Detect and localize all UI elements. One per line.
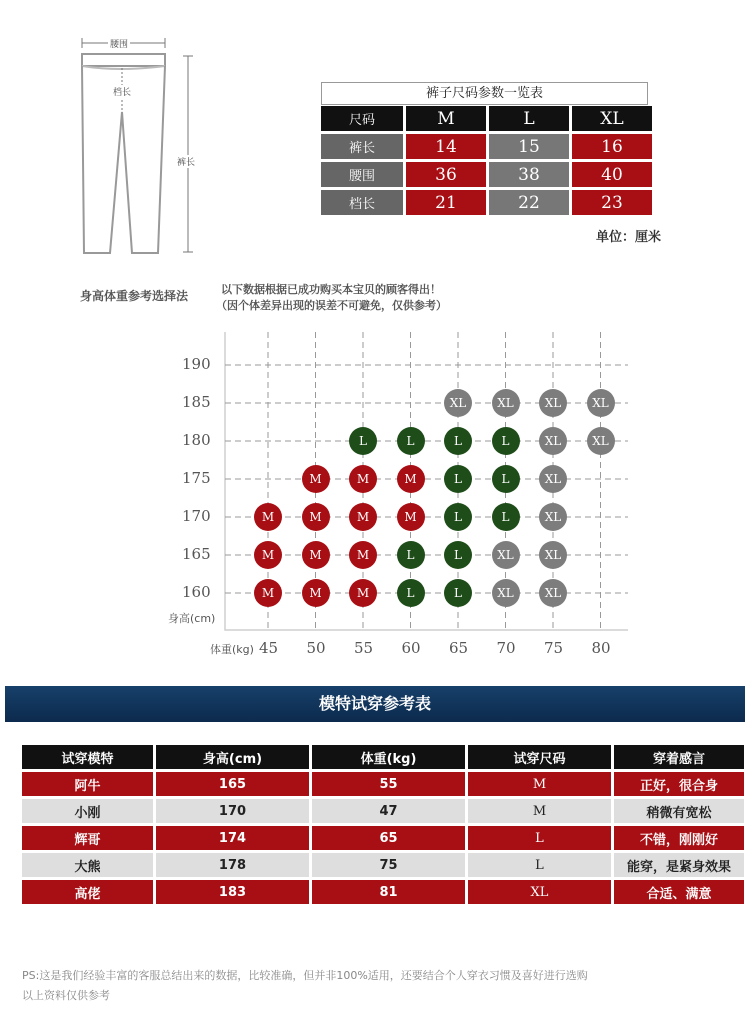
x-tick-label: 65 xyxy=(449,639,469,657)
size-point-l: L xyxy=(492,503,520,531)
size-value: 14 xyxy=(406,134,486,159)
size-point-l: L xyxy=(492,465,520,493)
y-tick-label: 165 xyxy=(182,545,211,563)
model-comment: 稍微有宽松 xyxy=(614,799,744,823)
size-point-m: M xyxy=(302,503,330,531)
model-comment: 合适、满意 xyxy=(614,880,744,904)
size-value: 15 xyxy=(489,134,569,159)
unit-label: 单位：厘米 xyxy=(596,230,662,245)
model-row xyxy=(22,826,744,850)
rise-label: 档长 xyxy=(111,85,133,98)
model-row xyxy=(22,799,744,823)
model-name: 小刚 xyxy=(22,799,153,823)
size-value: 38 xyxy=(489,162,569,187)
model-size: M xyxy=(468,772,611,796)
model-weight: 65 xyxy=(312,826,465,850)
size-point-xl: XL xyxy=(492,579,520,607)
size-value: 23 xyxy=(572,190,652,215)
model-name: 高佬 xyxy=(22,880,153,904)
size-point-l: L xyxy=(397,579,425,607)
size-point-xl: XL xyxy=(539,579,567,607)
model-row xyxy=(22,880,744,904)
size-value: 21 xyxy=(406,190,486,215)
x-tick-label: 45 xyxy=(259,639,279,657)
y-tick-label: 160 xyxy=(182,583,211,601)
model-banner-title: 模特试穿参考表 xyxy=(318,694,431,713)
size-point-m: M xyxy=(302,465,330,493)
size-point-xl: XL xyxy=(539,427,567,455)
model-size: M xyxy=(468,799,611,823)
y-tick-label: 170 xyxy=(182,507,211,525)
x-tick-label: 75 xyxy=(544,639,564,657)
size-value: 36 xyxy=(406,162,486,187)
size-point-xl: XL xyxy=(444,389,472,417)
model-comment: 正好，很合身 xyxy=(614,772,744,796)
size-point-xl: XL xyxy=(539,541,567,569)
footer-note-2: 以上资料仅供参考 xyxy=(22,989,110,1002)
model-header-cell: 试穿尺码 xyxy=(468,745,611,769)
size-point-m: M xyxy=(349,503,377,531)
model-weight: 55 xyxy=(312,772,465,796)
size-point-xl: XL xyxy=(587,389,615,417)
size-value: 40 xyxy=(572,162,652,187)
model-comment: 能穿，是紧身效果 xyxy=(614,853,744,877)
chart-xlabel: 体重(kg) xyxy=(210,643,254,656)
model-name: 辉哥 xyxy=(22,826,153,850)
size-point-l: L xyxy=(444,427,472,455)
model-height: 178 xyxy=(156,853,309,877)
model-row xyxy=(22,853,744,877)
size-point-l: L xyxy=(397,541,425,569)
model-banner xyxy=(5,686,745,722)
size-point-m: M xyxy=(349,465,377,493)
size-header-label: 尺码 xyxy=(321,106,403,131)
model-table xyxy=(22,742,744,907)
model-height: 165 xyxy=(156,772,309,796)
size-point-m: M xyxy=(349,579,377,607)
size-value: 16 xyxy=(572,134,652,159)
model-height: 170 xyxy=(156,799,309,823)
size-point-m: M xyxy=(349,541,377,569)
model-weight: 75 xyxy=(312,853,465,877)
model-name: 阿牛 xyxy=(22,772,153,796)
model-table-header xyxy=(22,745,744,769)
size-row-label: 裤长 xyxy=(321,134,403,159)
model-height: 183 xyxy=(156,880,309,904)
size-point-l: L xyxy=(444,579,472,607)
guide-note-2: （因个体差异出现的误差不可避免，仅供参考） xyxy=(216,299,447,312)
size-point-m: M xyxy=(302,579,330,607)
size-table-title: 裤子尺码参数一览表 xyxy=(321,82,648,105)
waist-label: 腰围 xyxy=(108,37,130,50)
x-tick-label: 50 xyxy=(306,639,326,657)
size-header-l: L xyxy=(489,106,569,131)
size-point-m: M xyxy=(254,503,282,531)
size-point-l: L xyxy=(444,541,472,569)
model-header-cell: 体重(kg) xyxy=(312,745,465,769)
size-point-l: L xyxy=(492,427,520,455)
size-point-xl: XL xyxy=(492,389,520,417)
length-label: 裤长 xyxy=(175,155,197,168)
size-point-l: L xyxy=(444,503,472,531)
x-tick-label: 70 xyxy=(496,639,516,657)
size-point-m: M xyxy=(254,579,282,607)
model-header-cell: 穿着感言 xyxy=(614,745,744,769)
model-weight: 81 xyxy=(312,880,465,904)
y-tick-label: 185 xyxy=(182,393,211,411)
model-comment: 不错，刚刚好 xyxy=(614,826,744,850)
chart-ylabel: 身高(cm) xyxy=(168,612,216,625)
size-row-label: 档长 xyxy=(321,190,403,215)
size-point-xl: XL xyxy=(539,503,567,531)
size-row-label: 腰围 xyxy=(321,162,403,187)
guide-title: 身高体重参考选择法 xyxy=(80,289,189,303)
size-value: 22 xyxy=(489,190,569,215)
size-point-xl: XL xyxy=(492,541,520,569)
size-point-m: M xyxy=(302,541,330,569)
size-point-xl: XL xyxy=(587,427,615,455)
x-tick-label: 55 xyxy=(354,639,374,657)
model-size: L xyxy=(468,853,611,877)
model-size: L xyxy=(468,826,611,850)
size-point-m: M xyxy=(397,465,425,493)
size-point-l: L xyxy=(444,465,472,493)
y-tick-label: 180 xyxy=(182,431,211,449)
footer-note-1: PS:这是我们经验丰富的客服总结出来的数据，比较准确，但并非100%适用，还要结合个人穿衣习惯及喜好进行选购 xyxy=(22,969,588,982)
model-height: 174 xyxy=(156,826,309,850)
x-tick-label: 60 xyxy=(401,639,421,657)
size-point-xl: XL xyxy=(539,389,567,417)
guide-note-1: 以下数据根据已成功购买本宝贝的顾客得出！ xyxy=(221,283,441,296)
size-header-xl: XL xyxy=(572,106,652,131)
size-point-m: M xyxy=(397,503,425,531)
x-tick-label: 80 xyxy=(591,639,611,657)
size-point-l: L xyxy=(397,427,425,455)
size-header-m: M xyxy=(406,106,486,131)
y-tick-label: 175 xyxy=(182,469,211,487)
model-name: 大熊 xyxy=(22,853,153,877)
model-header-cell: 试穿模特 xyxy=(22,745,153,769)
size-point-l: L xyxy=(349,427,377,455)
size-point-xl: XL xyxy=(539,465,567,493)
model-size: XL xyxy=(468,880,611,904)
model-row xyxy=(22,772,744,796)
size-point-m: M xyxy=(254,541,282,569)
model-weight: 47 xyxy=(312,799,465,823)
y-tick-label: 190 xyxy=(182,355,211,373)
model-header-cell: 身高(cm) xyxy=(156,745,309,769)
